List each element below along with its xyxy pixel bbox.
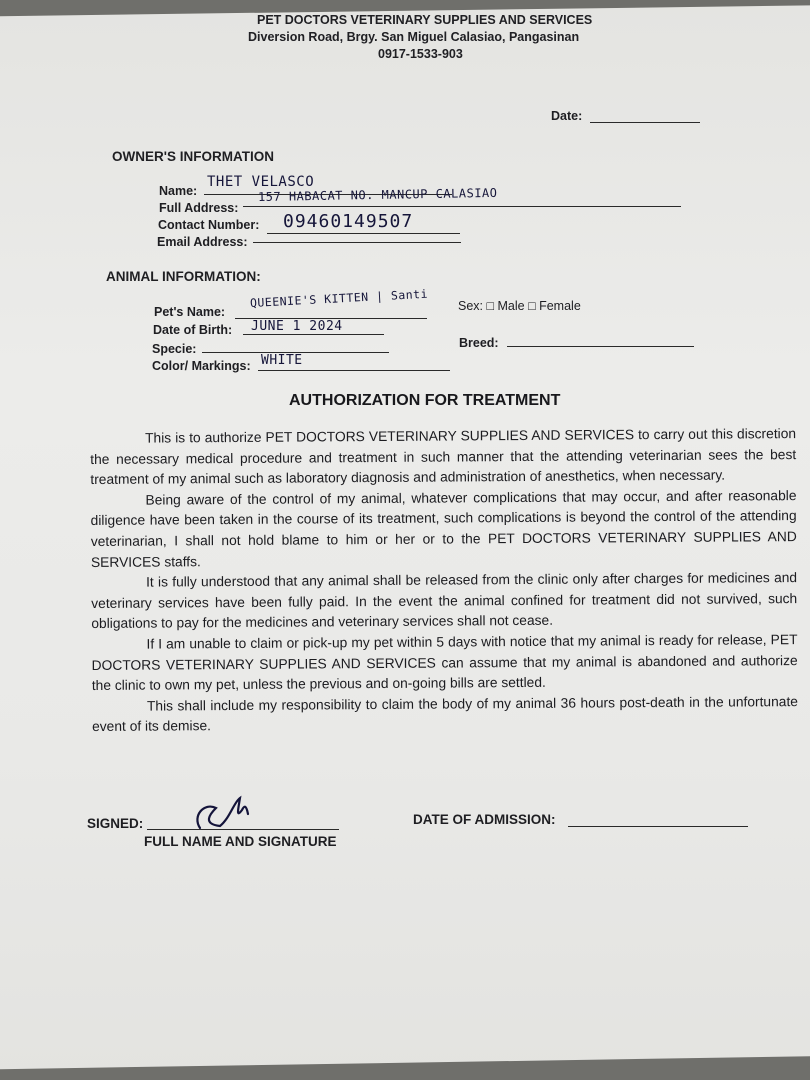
full-name-label: FULL NAME AND SIGNATURE — [144, 834, 337, 849]
date-label: Date: — [551, 109, 583, 123]
authorization-paragraph: If I am unable to claim or pick-up my pet within 5 days with notice that my animal is ready for release, PET DOCTORS VETERINARY SUPPLIES AND SERVICES can assume that my animal is abandoned and authorize the clinic to own my pet, unless the previous and on-going bills are settled. — [91, 632, 798, 694]
email-label: Email Address: — [157, 235, 248, 249]
handwritten-signature — [190, 788, 270, 836]
sex-label: Sex: □ Male □ Female — [458, 299, 581, 313]
specie-field[interactable] — [202, 338, 389, 353]
owner-section-title: OWNER'S INFORMATION — [112, 149, 274, 164]
color-label: Color/ Markings: — [152, 359, 251, 373]
contact-label: Contact Number: — [158, 218, 260, 232]
authorization-body — [90, 424, 798, 738]
authorization-title: AUTHORIZATION FOR TREATMENT — [289, 392, 561, 409]
address-label: Full Address: — [159, 201, 239, 215]
breed-label: Breed: — [459, 336, 499, 350]
date-field[interactable] — [590, 108, 700, 123]
company-address: Diversion Road, Brgy. San Miguel Calasiao, Pangasinan — [248, 30, 580, 44]
owner-name-value: THET VELASCO — [207, 174, 315, 190]
color-value: WHITE — [261, 353, 303, 368]
animal-section-title: ANIMAL INFORMATION: — [106, 269, 261, 284]
authorization-paragraph: It is fully understood that any animal shall be released from the clinic only after charges for medicines and veterinary services have been fully paid. In the event the animal confined for treatment did not survived, such obligations to pay for the medicines and veterinary services shall not cease. — [91, 570, 798, 632]
admission-label: DATE OF ADMISSION: — [413, 812, 556, 827]
dob-value: JUNE 1 2024 — [251, 319, 343, 334]
admission-field[interactable] — [568, 812, 748, 827]
company-name: PET DOCTORS VETERINARY SUPPLIES AND SERVICES — [257, 13, 593, 27]
dob-label: Date of Birth: — [153, 323, 233, 337]
breed-field[interactable] — [507, 332, 694, 347]
contact-value: 09460149507 — [283, 211, 414, 232]
specie-label: Specie: — [152, 342, 197, 356]
email-field[interactable] — [253, 228, 461, 243]
pet-name-value: QUEENIE'S KITTEN | Santi — [249, 286, 429, 310]
company-phone: 0917-1533-903 — [378, 47, 463, 61]
authorization-paragraph: This is to authorize PET DOCTORS VETERINARY SUPPLIES AND SERVICES to carry out this discretion the necessary medical procedure and treatment in such manner that the attending veterinarian sees the best treatment of my animal such as laboratory diagnosis and administration of anesthetics, when necessary. — [90, 426, 797, 488]
pet-name-label: Pet's Name: — [154, 305, 226, 319]
authorization-paragraph: This shall include my responsibility to claim the body of my animal 36 hours post-death in the unfortunate event of its demise. — [92, 693, 798, 735]
owner-name-label: Name: — [159, 184, 198, 198]
signed-label: SIGNED: — [87, 816, 144, 831]
authorization-paragraph: Being aware of the control of my animal, whatever complications that may occur, and after reasonable diligence have been taken in the course of its treatment, such complications is beyond the control of the attending veterinarian, I shall not hold blame to him or her or to the PET DOCTORS VETERINARY SUPPLIES AND SERVICES staffs. — [90, 487, 797, 570]
address-value: 157 HABACAT NO. MANCUP CALASIAO — [257, 185, 498, 204]
